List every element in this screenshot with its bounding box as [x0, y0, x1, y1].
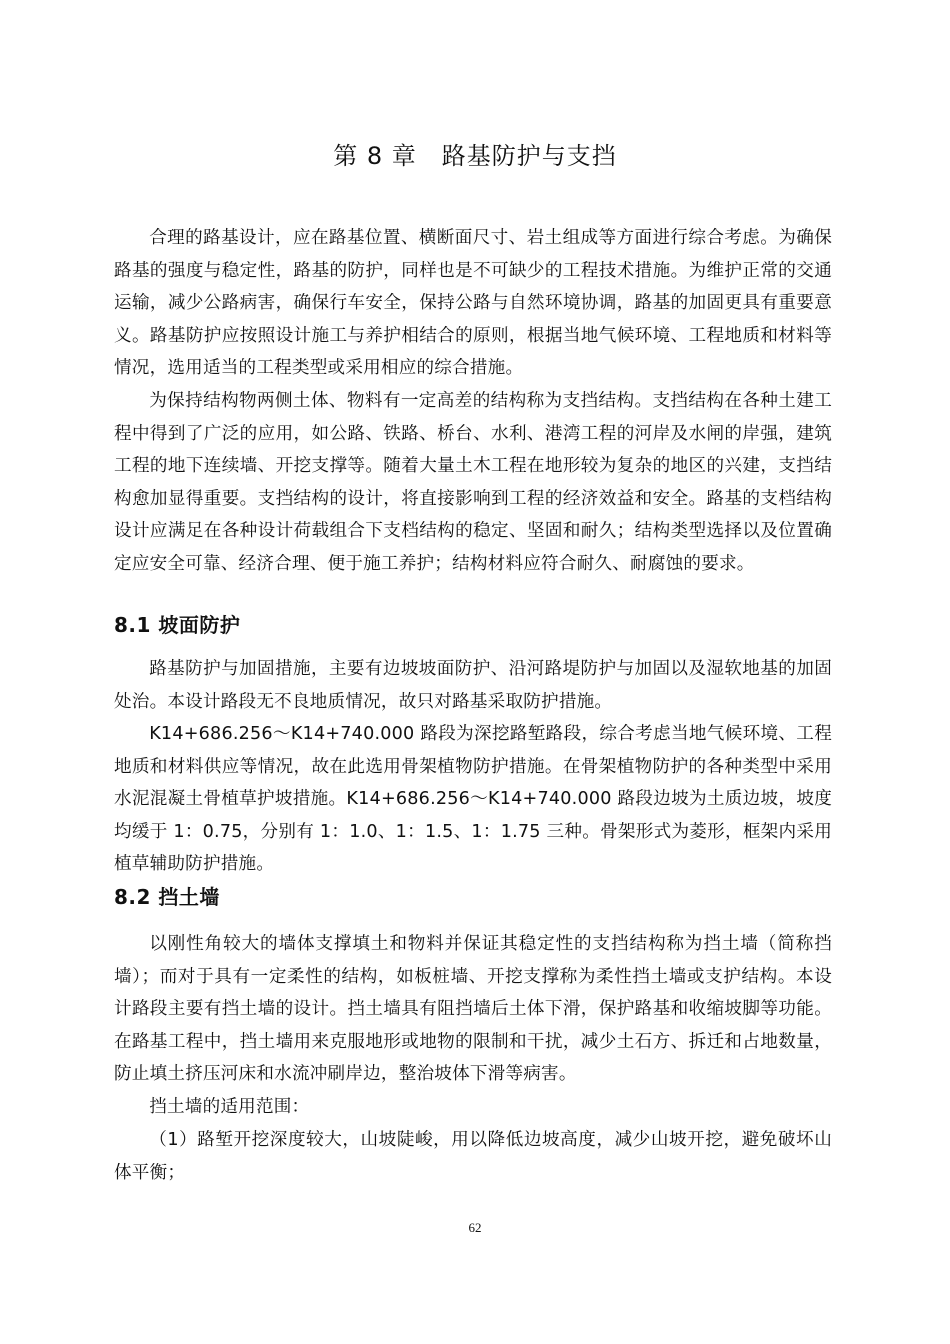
section-8-1-paragraph-1: 路基防护与加固措施，主要有边坡坡面防护、沿河路堤防护与加固以及湿软地基的加固处治。本设计路段无不良地质情况，故只对路基采取防护措施。: [114, 659, 832, 712]
page-number: 62: [468, 1220, 482, 1235]
section-8-1-paragraph-2: K14+686.256～K14+740.000 路段为深挖路堑路段，综合考虑当地气候环境、工程地质和材料供应等情况，故在此选用骨架植物防护措施。在骨架植物防护的各种类型中采用水泥混凝土骨植草护坡措施。K14+686.256～K14+740.000 路段边坡为土质边坡，坡度均缓于 1：0.75，分别有 1：1.0、1：1.5、1：1.75 三种。骨架形式为菱形，框架内采用植草辅助防护措施。: [114, 724, 832, 874]
section-heading-8-1: 8.1 坡面防护: [114, 613, 241, 637]
section-8-2-paragraph-2: 挡土墙的适用范围：: [149, 1097, 310, 1117]
intro-paragraph-1: 合理的路基设计，应在路基位置、横断面尺寸、岩土组成等方面进行综合考虑。为确保路基的强度与稳定性，路基的防护，同样也是不可缺少的工程技术措施。为维护正常的交通运输，减少公路病害，确保行车安全，保持公路与自然环境协调，路基的加固更具有重要意义。路基防护应按照设计施工与养护相结合的原则，根据当地气候环境、工程地质和材料等情况，选用适当的工程类型或采用相应的综合措施。: [114, 228, 832, 378]
section-heading-8-2: 8.2 挡土墙: [114, 885, 220, 909]
chapter-title: 第 8 章 路基防护与支挡: [333, 142, 617, 170]
section-8-2-list-item-1: （1）路堑开挖深度较大，山坡陡峻，用以降低边坡高度，减少山坡开挖，避免破坏山体平衡；: [114, 1130, 832, 1183]
intro-paragraph-2: 为保持结构物两侧土体、物料有一定高差的结构称为支挡结构。支挡结构在各种土建工程中得到了广泛的应用，如公路、铁路、桥台、水利、港湾工程的河岸及水闸的岸强，建筑工程的地下连续墙、开挖支撑等。随着大量土木工程在地形较为复杂的地区的兴建，支挡结构愈加显得重要。支挡结构的设计，将直接影响到工程的经济效益和安全。路基的支档结构设计应满足在各种设计荷载组合下支档结构的稳定、坚固和耐久；结构类型选择以及位置确定应安全可靠、经济合理、便于施工养护；结构材料应符合耐久、耐腐蚀的要求。: [114, 391, 832, 574]
section-8-2-paragraph-1: 以刚性角较大的墙体支撑填土和物料并保证其稳定性的支挡结构称为挡土墙（简称挡墙）；而对于具有一定柔性的结构，如板桩墙、开挖支撑称为柔性挡土墙或支护结构。本设计路段主要有挡土墙的设计。挡土墙具有阻挡墙后土体下滑，保护路基和收缩坡脚等功能。在路基工程中，挡土墙用来克服地形或地物的限制和干扰，减少土石方、拆迁和占地数量，防止填土挤压河床和水流冲刷岸边，整治坡体下滑等病害。: [114, 934, 832, 1084]
